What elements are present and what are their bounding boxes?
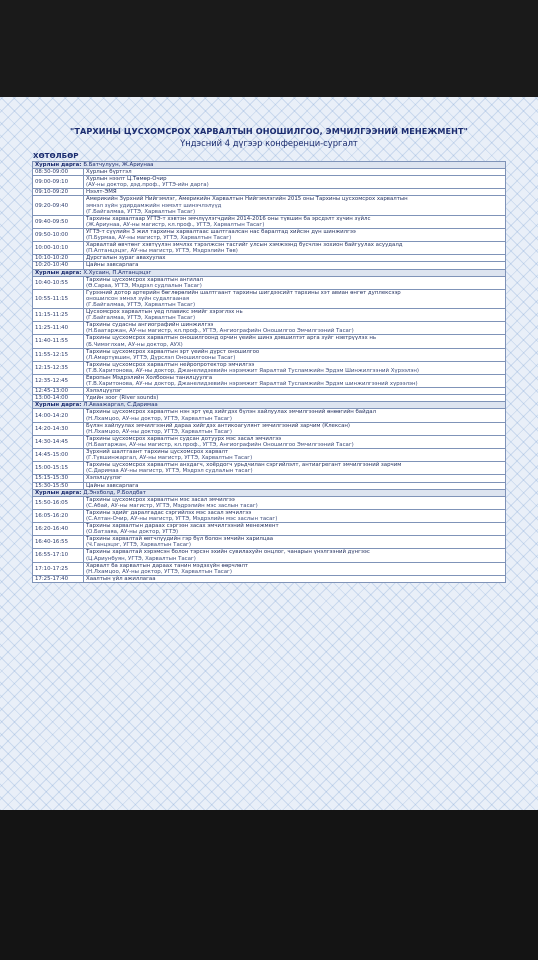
topic-text: Тархины цусхомсрох харвалтын оношилгоонд орчин үеийн шинэ дэвшилтэт арга зүйг нэвтрүүлэх нь [86, 335, 377, 342]
chair-names: Б.Батчулуун, Ж.Ариунаа [83, 162, 154, 168]
schedule-row [33, 375, 506, 388]
schedule-row [33, 509, 506, 522]
schedule-row [33, 449, 506, 462]
chair-row [33, 162, 506, 169]
schedule-row [33, 562, 506, 575]
topic-cell [84, 348, 506, 361]
conference-program [30, 126, 508, 583]
speaker-text: (Г.Байгалмаа, УГТЭ, Харвалтын Тасаг) [86, 208, 196, 215]
chair-label: Хурлын дарга: [35, 162, 82, 168]
speaker-text: (Л.Амартүвшин, УГТЭ, Дүрслэл Оношилгооны Тасаг) [86, 354, 236, 361]
time-cell: 12:45-13:00 [33, 388, 84, 395]
speaker-text: (Н.Лхамцоо, АУ-ны доктор, УГТЭ, Харвалтын Тасаг) [86, 428, 232, 435]
topic-text: Тархины цусхомсрох харвалтын судсан дотуурх мэс засал эмчилгээ [86, 435, 282, 442]
chair-names: Д.Энхболд, Р.Болдбат [83, 489, 146, 496]
schedule-row [33, 255, 506, 262]
time-cell: 10:20-10:40 [33, 262, 84, 269]
topic-cell [84, 276, 506, 289]
topic-cell [84, 262, 506, 269]
topic-text: Харвалтай өвчтөнг хэвтүүлэн эмчлэх тэрэлжсэн тасгийг улсын хэмжээнд бүсчлэн зохион байгуулах асуудалд [86, 242, 403, 249]
schedule-row [33, 289, 506, 308]
topic-text: Тархины цусхомсрох харвалтын ангилал [86, 276, 204, 283]
topic-text: Бүлэн хайлуулах эмчилгээний дараа хийгдэх антикоагулянт эмчилгээний зарчим (Клексан) [86, 422, 351, 429]
topic-text: Дурсгалын зураг авахуулах [86, 255, 166, 262]
speaker-text: (Г.Байгалмаа, УГТЭ, Харвалтын Тасаг) [86, 315, 196, 322]
topic-text: Хурлын нээлт Ц.Төмөр-Очир [86, 176, 167, 183]
topic-text: Цайны завсарлага [86, 262, 139, 269]
chair-cell [33, 269, 506, 276]
time-cell: 14:00-14:20 [33, 409, 84, 422]
topic-text: Тархины харвалтаар УГТЭ-т хэвтэн эмчлүүлэгчдийн 2014-2016 оны түвшин ба эрсдэлт хүчин зүйлс [86, 215, 371, 222]
time-cell: 10:40-10:55 [33, 276, 84, 289]
schedule-row [33, 189, 506, 196]
speaker-text: (Г.Байгалмаа, УГТЭ, Харвалтын Тасаг) [86, 301, 196, 308]
chair-label: Хурлын дарга: [35, 489, 82, 496]
schedule-row [33, 395, 506, 402]
topic-text: Цайны завсарлага [86, 482, 139, 489]
topic-cell [84, 395, 506, 402]
topic-text: Хаалтын үйл ажиллагаа [86, 575, 156, 582]
chair-names: Х.Хусаин, П.Алтанцэцэг [83, 269, 152, 276]
time-cell: 15:50-16:05 [33, 496, 84, 509]
schedule-row [33, 169, 506, 176]
schedule-row [33, 176, 506, 189]
time-cell: 16:40-16:55 [33, 536, 84, 549]
schedule-row [33, 242, 506, 255]
schedule-row [33, 309, 506, 322]
time-cell: 09:40-09:50 [33, 215, 84, 228]
topic-cell [84, 335, 506, 348]
schedule-row [33, 496, 506, 509]
topic-cell [84, 509, 506, 522]
topic-cell [84, 196, 506, 215]
topic-text: Гүрээний дотор артерийн бөглөрөлийн шалтгаант тархины шигдээсийт тархины хэт авиан өнгөт дуплексээр [86, 289, 401, 296]
topic-cell [84, 322, 506, 335]
chair-label: Хурлын дарга: [35, 269, 82, 276]
topic-cell [84, 575, 506, 582]
time-cell: 12:35-12:45 [33, 375, 84, 388]
chair-cell [33, 489, 506, 496]
topic-cell [84, 536, 506, 549]
speaker-text: (П.Алтанцэцэг, АУ-ны магистр, УГТЭ, Мэдрэлийн Төв) [86, 248, 238, 255]
time-cell: 13:00-14:00 [33, 395, 84, 402]
topic-cell [84, 449, 506, 462]
topic-text: Хурлын бүртгэл [86, 169, 132, 176]
time-cell: 10:00-10:10 [33, 242, 84, 255]
topic-cell [84, 361, 506, 374]
time-cell: 15:30-15:50 [33, 482, 84, 489]
topic-cell [84, 523, 506, 536]
topic-cell [84, 189, 506, 196]
page-title: "ТАРХИНЫ ЦУСХОМСРОХ ХАРВАЛТЫН ОНОШИЛГОО, ЭМЧИЛГЭЭНИЙ МЕНЕЖМЕНТ" [70, 126, 468, 136]
topic-cell [84, 176, 506, 189]
time-cell: 08:30-09:00 [33, 169, 84, 176]
dark-background [0, 810, 538, 960]
speaker-text: (Т.В.Харитонова, АУ-ны доктор, Джанелидзевийн нэрэмжит Яаралтай Тусламжийн Эрдэм шинжилгээний хүрээлэн) [86, 381, 418, 388]
schedule-row [33, 276, 506, 289]
topic-text: Зүрхний шалтгаант тархины цусхомсрох харвалт [86, 449, 229, 456]
time-cell: 14:30-14:45 [33, 435, 84, 448]
topic-cell [84, 169, 506, 176]
speaker-text: (Б.Чимэглхам, АУ-ны доктор, АУХ) [86, 341, 183, 348]
time-cell: 11:40-11:55 [33, 335, 84, 348]
topic-text: Тархины харвалтай хэрэмсэн болон тэрсэн эхийн сувилахуйн онцлог, чанарын үнэлгээний дүнгээс [86, 549, 370, 556]
topic-text: Тархины цусхомсрох харвалтын нэн эрт үед хийгдэх бүлэн хайлуулах эмчилгээний өнөөгийн байдал [86, 409, 377, 416]
topic-text: Тархины харвалтын дараах сэргээн засах эмчилгээний менежмент [86, 523, 279, 530]
schedule-row [33, 361, 506, 374]
topic-cell [84, 549, 506, 562]
schedule-row [33, 422, 506, 435]
time-cell: 11:15-11:25 [33, 309, 84, 322]
topic-cell [84, 482, 506, 489]
time-cell: 09:20-09:40 [33, 196, 84, 215]
time-cell: 16:05-16:20 [33, 509, 84, 522]
schedule-row [33, 435, 506, 448]
schedule-row [33, 196, 506, 215]
time-cell: 15:15-15:30 [33, 475, 84, 482]
time-cell: 11:25-11:40 [33, 322, 84, 335]
chair-cell [33, 162, 506, 169]
schedule-row [33, 335, 506, 348]
topic-cell [84, 242, 506, 255]
speaker-text: (С.Абай, АУ-ны магистр, УГТЭ, Мэдрэлийн мэс заслын тасаг) [86, 502, 258, 509]
schedule-row [33, 348, 506, 361]
topic-text: Цусхомсрох харвалтын үед плавикс эмийг хэрэглэх нь [86, 309, 243, 316]
page-subtitle: Үндэсний 4 дүгээр конференци-сургалт [180, 138, 358, 148]
topic-text: Нээлт-ЭМЯ [86, 189, 117, 196]
time-cell: 15:00-15:15 [33, 462, 84, 475]
topic-cell [84, 309, 506, 322]
speaker-text: (Н.Баатаржан, АУ-ны магистр, кл.проф., УГТЭ, Ангиографийн Оношилгоо Эмчилгээний Тасаг) [86, 441, 354, 448]
speaker-text: (Н.Лхамцоо, АУ-ны доктор, УГТЭ, Харвалтын Тасаг) [86, 568, 232, 575]
schedule-row [33, 322, 506, 335]
time-cell: 09:00-09:10 [33, 176, 84, 189]
topic-text: Хэлэлцүүлэг [86, 475, 122, 482]
schedule-row [33, 462, 506, 475]
schedule-row [33, 575, 506, 582]
speaker-text: (Ч.Ганцэцэг, УГТЭ, Харвалтын Тасаг) [86, 542, 191, 549]
topic-text: Тархины судасны ангиографийн шинжилгээ [86, 322, 214, 329]
speaker-text: эмнэл зүйн удирдамжийн нэмэлт шинэчлэлүүд [86, 202, 222, 209]
topic-text: Тархины цусхомсрох харвалтын эрт үеийн дүрст оношилгоо [86, 348, 260, 355]
time-cell: 12:15-12:35 [33, 361, 84, 374]
speaker-text: (Т.В.Харитонова, АУ-ны доктор, Джанелидзевийн нэрэмжит Яаралтай Тусламжийн Эрдэм Шинжилгээний Хүрээлэн) [86, 367, 419, 374]
topic-cell [84, 255, 506, 262]
time-cell: 17:10-17:25 [33, 562, 84, 575]
schedule-row [33, 482, 506, 489]
topic-cell [84, 496, 506, 509]
time-cell: 09:10-09:20 [33, 189, 84, 196]
topic-text: Хэлэлцүүлэг [86, 388, 122, 395]
schedule-row [33, 523, 506, 536]
schedule-row [33, 215, 506, 228]
speaker-text: (Н.Лхамцоо, АУ-ны доктор, УГТЭ, Харвалтын Тасаг) [86, 415, 232, 422]
speaker-text: (Н.Баатаржан, АУ-ны магистр, кл.проф., УГТЭ, Ангиографийн Оношилгоо Эмчилгээний Тасаг) [86, 328, 354, 335]
time-cell: 11:55-12:15 [33, 348, 84, 361]
topic-text: УГТЭ-т сүүлийн 3 жил тархины харвалтаас шалтгаалсан нас баралтад хийсэн дүн шинжилгээ [86, 228, 356, 235]
time-cell: 17:25-17:40 [33, 575, 84, 582]
topic-cell [84, 228, 506, 241]
schedule-row [33, 228, 506, 241]
chair-row [33, 489, 506, 496]
chair-row [33, 402, 506, 409]
speaker-text: (АУ-ны доктор, дэд.проф., УГТЭ-ийн дарга) [86, 182, 209, 189]
topic-cell [84, 562, 506, 575]
topic-text: Европын Мэдрэлийн Холбооны танилцуулга [86, 375, 213, 381]
program-label: ХӨТӨЛБӨР [33, 151, 79, 160]
topic-text: Америкийн Зүрхний Нийгэмлэг, Америкийн Харвалтын Нийгэмлэгийн 2015 оны Тархины цусхомсрох харвалтын [86, 196, 408, 203]
schedule-row [33, 262, 506, 269]
topic-text: Үдийн зоог (River sounds) [86, 395, 159, 402]
schedule-row [33, 536, 506, 549]
time-cell: 16:20-16:40 [33, 523, 84, 536]
topic-text: Тархины эдийг даралгадас сэргийлэх мэс засал эмчилгээ [86, 509, 252, 516]
speaker-text: (Г.Түвшинжаргал, АУ-ны магистр, УГТЭ, Харвалтын Тасаг) [86, 455, 253, 462]
time-cell: 16:55-17:10 [33, 549, 84, 562]
topic-cell [84, 289, 506, 308]
topic-cell [84, 462, 506, 475]
speaker-text: (Ө.Сараа, УГТЭ, Мэдрэл судлалын Тасаг) [86, 282, 202, 289]
topic-cell [84, 388, 506, 395]
time-cell: 10:55-11:15 [33, 289, 84, 308]
chair-cell [33, 402, 506, 409]
chair-row [33, 269, 506, 276]
topic-cell [84, 435, 506, 448]
topic-cell [84, 475, 506, 482]
time-cell: 14:20-14:30 [33, 422, 84, 435]
time-cell: 09:50-10:00 [33, 228, 84, 241]
schedule-table [32, 161, 506, 583]
topic-cell [84, 375, 506, 388]
topic-cell [84, 215, 506, 228]
schedule-row [33, 409, 506, 422]
speaker-text: (С.Даримаа АУ-ны магистр, УГТЭ, Мэдрэл судлалын тасаг) [86, 468, 253, 475]
schedule-row [33, 475, 506, 482]
chair-label: Хурлын дарга: [35, 402, 82, 409]
topic-text: Тархины цусхомсрох харвалтын анхдагч, хоёрдогч урьдчилан сэргийлэлт, антиагрегант эмчилгээний зарчим [86, 462, 402, 469]
chair-names: Л.Аваажаргал, С.Даримаа [83, 402, 158, 409]
speaker-text: (С.Алтан-Очир, АУ-ны магистр, УГТЭ, Мэдрэлийн мэс заслын тасаг) [86, 515, 278, 522]
topic-text: Тархины цусхомсрох харвалтын мэс засал эмчилгээ [86, 496, 235, 503]
topic-text: Тархины харвалтай өвтчлүүдийн гэр бүл болон эмчийн харилцаа [86, 536, 274, 543]
schedule-row [33, 549, 506, 562]
speaker-text: оношилсон эмнэл зүйн судалгааная [86, 295, 190, 302]
topic-text: Тархины цусхомсрох харвалтын нейропротектор эмчилгээ [86, 361, 255, 368]
speaker-text: (О.Батзаяа, АУ-ны доктор, УГТЭ) [86, 529, 179, 536]
time-cell: 14:45-15:00 [33, 449, 84, 462]
time-cell: 10:10-10:20 [33, 255, 84, 262]
speaker-text: (П.Бурмаа, АУ-ны магистр, УГТЭ, Харвалтын Тасаг) [86, 235, 232, 242]
speaker-text: (Ж.Ариунаа, АУ-ны магистр, кл.проф., УГТЭ, Харвалтын Тасаг) [86, 221, 265, 228]
topic-text: Харвалт ба харвалтын дараах танин мэдэхүйн өөрчлөлт [86, 562, 249, 569]
topic-cell [84, 409, 506, 422]
schedule-row [33, 388, 506, 395]
speaker-text: (Ц.Ариунбуян, УГТЭ, Харвалтын Тасаг) [86, 555, 196, 562]
topic-cell [84, 422, 506, 435]
